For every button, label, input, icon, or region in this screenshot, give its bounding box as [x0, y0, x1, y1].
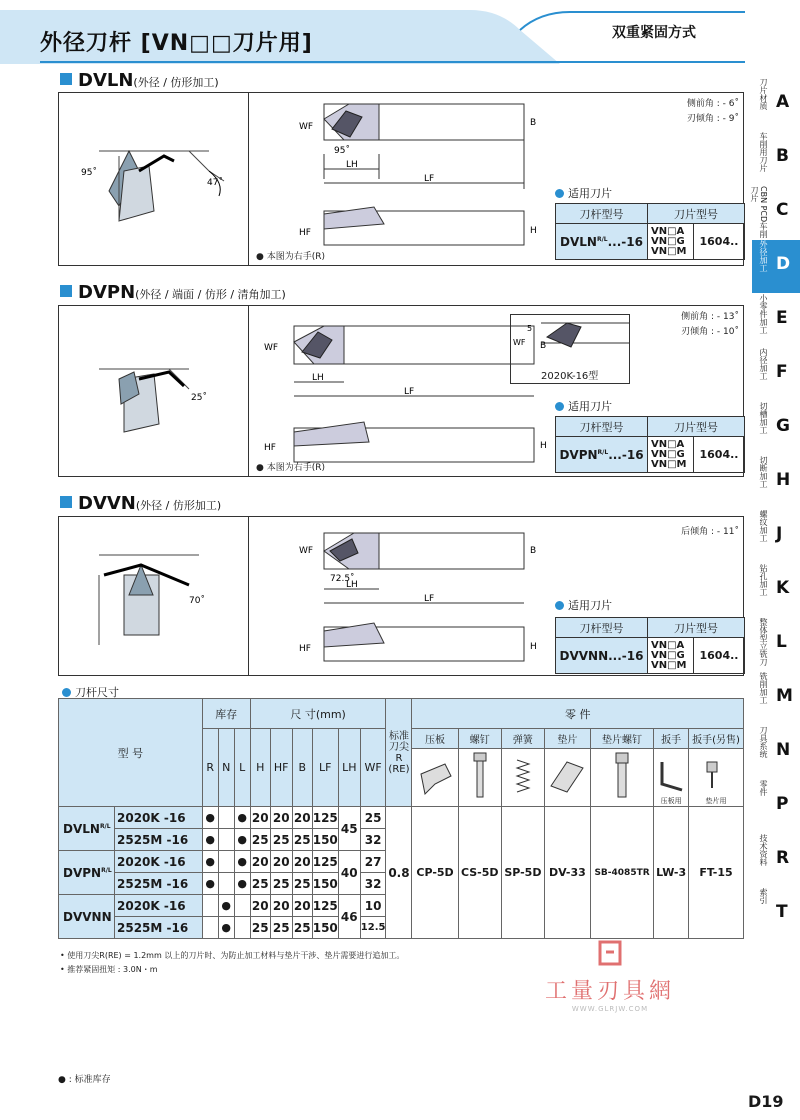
svg-text:WF: WF: [513, 338, 526, 347]
nav-item-f[interactable]: 内径加工 F: [759, 348, 788, 382]
nav-item-c[interactable]: CBN PCD车削刀片 C: [750, 186, 789, 239]
insert-table: 刀杆型号 刀片型号 $DVPN^{R/L}...-16$ VN□A VN□G VN□M 1604..: [555, 416, 745, 473]
page-title: 外径刀杆 [VN□□刀片用]: [40, 31, 313, 56]
machining-diagram: [79, 324, 229, 464]
svg-text:WF: WF: [299, 122, 314, 132]
wrench-sold-cell: 垫片用: [689, 749, 744, 807]
bullet-icon: [62, 688, 71, 697]
angle-label: 95˚: [81, 168, 97, 178]
section-heading-dvvn: DVVN(外径 / 仿形加工): [60, 493, 221, 514]
bullet-icon: [555, 189, 564, 198]
type-note: 2020K-16型: [541, 371, 599, 382]
svg-text:H: H: [540, 441, 547, 451]
svg-text:5: 5: [527, 324, 533, 333]
nav-item-p[interactable]: 零件 P: [759, 780, 789, 814]
nav-item-k[interactable]: 钻孔加工 K: [759, 564, 790, 598]
nav-item-j[interactable]: 螺纹加工 J: [759, 510, 783, 544]
holder-drawing: [254, 312, 547, 472]
svg-text:95˚: 95˚: [334, 146, 350, 156]
svg-text:WF: WF: [299, 546, 314, 556]
footnote: • 使用刀尖R(RE) = 1.2mm 以上的刀片时、为防止加工材料与垫片干涉、垫片需要进行追加工。: [60, 951, 405, 960]
shim-icon: [544, 749, 590, 807]
insert-table: 刀杆型号 刀片型号 DVVNN...-16 VN□A VN□G VN□M 1604..: [555, 617, 745, 674]
nav-item-b[interactable]: 车削用刀片 B: [759, 132, 789, 172]
rake-angle: 侧前角 : - 6˚: [686, 99, 739, 109]
page-number: D19: [748, 1092, 784, 1111]
svg-text:B: B: [540, 341, 547, 351]
svg-text:70˚: 70˚: [189, 596, 205, 606]
nav-item-t[interactable]: 索引 T: [759, 888, 788, 922]
screw-icon: [458, 749, 501, 807]
inset-drawing: [511, 315, 629, 365]
apply-insert-title: 适用刀片: [555, 597, 612, 613]
machining-diagram: [79, 535, 229, 665]
nav-item-e[interactable]: 小零件加工 E: [759, 294, 788, 334]
title-bar: [0, 8, 745, 64]
dimension-table: 型 号 库存 尺 寸(mm) 标准刀尖R (RE) 零 件 R N L H HF B LF LH WF 压板 螺钉 弹簧 垫片 垫片螺钉 扳手 扳手(另售) 压板用 垫片用 $DVLN^{R/L}$ 2020K -16 ● ● 20 20 20 125 45 25 0.8 CP-5D CS-5D SP-5D DV-33 SB-4085TR LW-3 FT-15 2525M -16 ● ● 25 25 25 150 32 $DVPN^{R/L}$ 2020K -16 ● ● 20 20 20 125 40 27 2525M -16 ● ● 25 25 25 150 32 DVVNN 2020K -16 ● 20 20 20 125 46 10 2525M -16 ● 25 25 25 150 12.5: [58, 698, 744, 939]
svg-text:HF: HF: [299, 644, 311, 654]
svg-text:72.5˚: 72.5˚: [330, 574, 355, 584]
nav-item-l[interactable]: 整体型立铣刀 L: [759, 618, 787, 666]
angle-label: 47˚: [207, 178, 223, 188]
square-bullet-icon: [60, 73, 72, 85]
bullet-icon: [555, 601, 564, 610]
nav-item-g[interactable]: 切槽加工 G: [759, 402, 790, 436]
nav-item-a[interactable]: 刀片材质 A: [759, 78, 790, 112]
inclination-angle: 刃倾角 : - 10˚: [681, 327, 739, 337]
stock-legend: ● : 标准库存: [58, 1075, 111, 1085]
insert-table: 刀杆型号 刀片型号 $DVLN^{R/L}...-16$ VN□A VN□G VN□M 1604..: [555, 203, 745, 260]
svg-text:LH: LH: [346, 160, 358, 170]
wrench-cell: 压板用: [654, 749, 689, 807]
panel-dvvn: [58, 516, 744, 676]
spring-icon: [501, 749, 544, 807]
svg-text:25˚: 25˚: [191, 393, 207, 403]
watermark: 工量刃具網 WWW.GLRJW.COM: [540, 940, 680, 1013]
type-inset: [510, 314, 630, 384]
svg-text:H: H: [530, 226, 537, 236]
holder-drawing: [294, 523, 544, 668]
svg-text:HF: HF: [299, 228, 311, 238]
square-bullet-icon: [60, 496, 72, 508]
rake-angle: 侧前角 : - 13˚: [681, 312, 739, 322]
svg-text:LF: LF: [424, 174, 435, 184]
svg-text:LF: LF: [424, 594, 435, 604]
nav-item-r[interactable]: 技术资料 R: [759, 834, 790, 868]
footnote: • 推荐紧固扭矩 : 3.0N・m: [60, 965, 158, 974]
machining-diagram: [79, 111, 229, 251]
bullet-icon: [555, 402, 564, 411]
dims-title: 刀杆尺寸: [62, 684, 119, 700]
panel-dvpn: [58, 305, 744, 477]
svg-text:B: B: [530, 118, 537, 128]
apply-insert-title: 适用刀片: [555, 398, 612, 414]
svg-text:WF: WF: [264, 343, 279, 353]
svg-text:LF: LF: [404, 387, 415, 397]
nav-item-d[interactable]: 外径加工 D: [752, 240, 800, 293]
holder-drawing: [294, 99, 544, 259]
wrench-icon: [656, 758, 686, 794]
svg-text:H: H: [530, 642, 537, 652]
svg-text:HF: HF: [264, 443, 276, 453]
nav-item-h[interactable]: 切断加工 H: [759, 456, 791, 490]
svg-text:LH: LH: [312, 373, 324, 383]
nav-item-m[interactable]: 铣削加工 M: [759, 672, 793, 706]
clamp-icon: [412, 749, 458, 807]
watermark-logo: [590, 940, 630, 970]
clamp-type: 双重紧固方式: [612, 25, 696, 41]
back-rake-angle: 后倾角 : - 11˚: [681, 527, 739, 537]
apply-insert-title: 适用刀片: [555, 185, 612, 201]
svg-text:LH: LH: [346, 580, 358, 590]
shim-screw-icon: [590, 749, 653, 807]
nav-item-n[interactable]: 刀具系统 N: [759, 726, 791, 760]
right-hand-note: ● 本图为右手(R): [256, 463, 325, 473]
wrench-icon: [701, 758, 731, 794]
section-heading-dvln: DVLN(外径 / 仿形加工): [60, 70, 219, 91]
section-heading-dvpn: DVPN(外径 / 端面 / 仿形 / 清角加工): [60, 282, 286, 303]
panel-dvln: [58, 92, 744, 266]
inclination-angle: 刃倾角 : - 9˚: [686, 114, 739, 124]
right-hand-note: ● 本图为右手(R): [256, 252, 325, 262]
square-bullet-icon: [60, 285, 72, 297]
svg-text:B: B: [530, 546, 537, 556]
